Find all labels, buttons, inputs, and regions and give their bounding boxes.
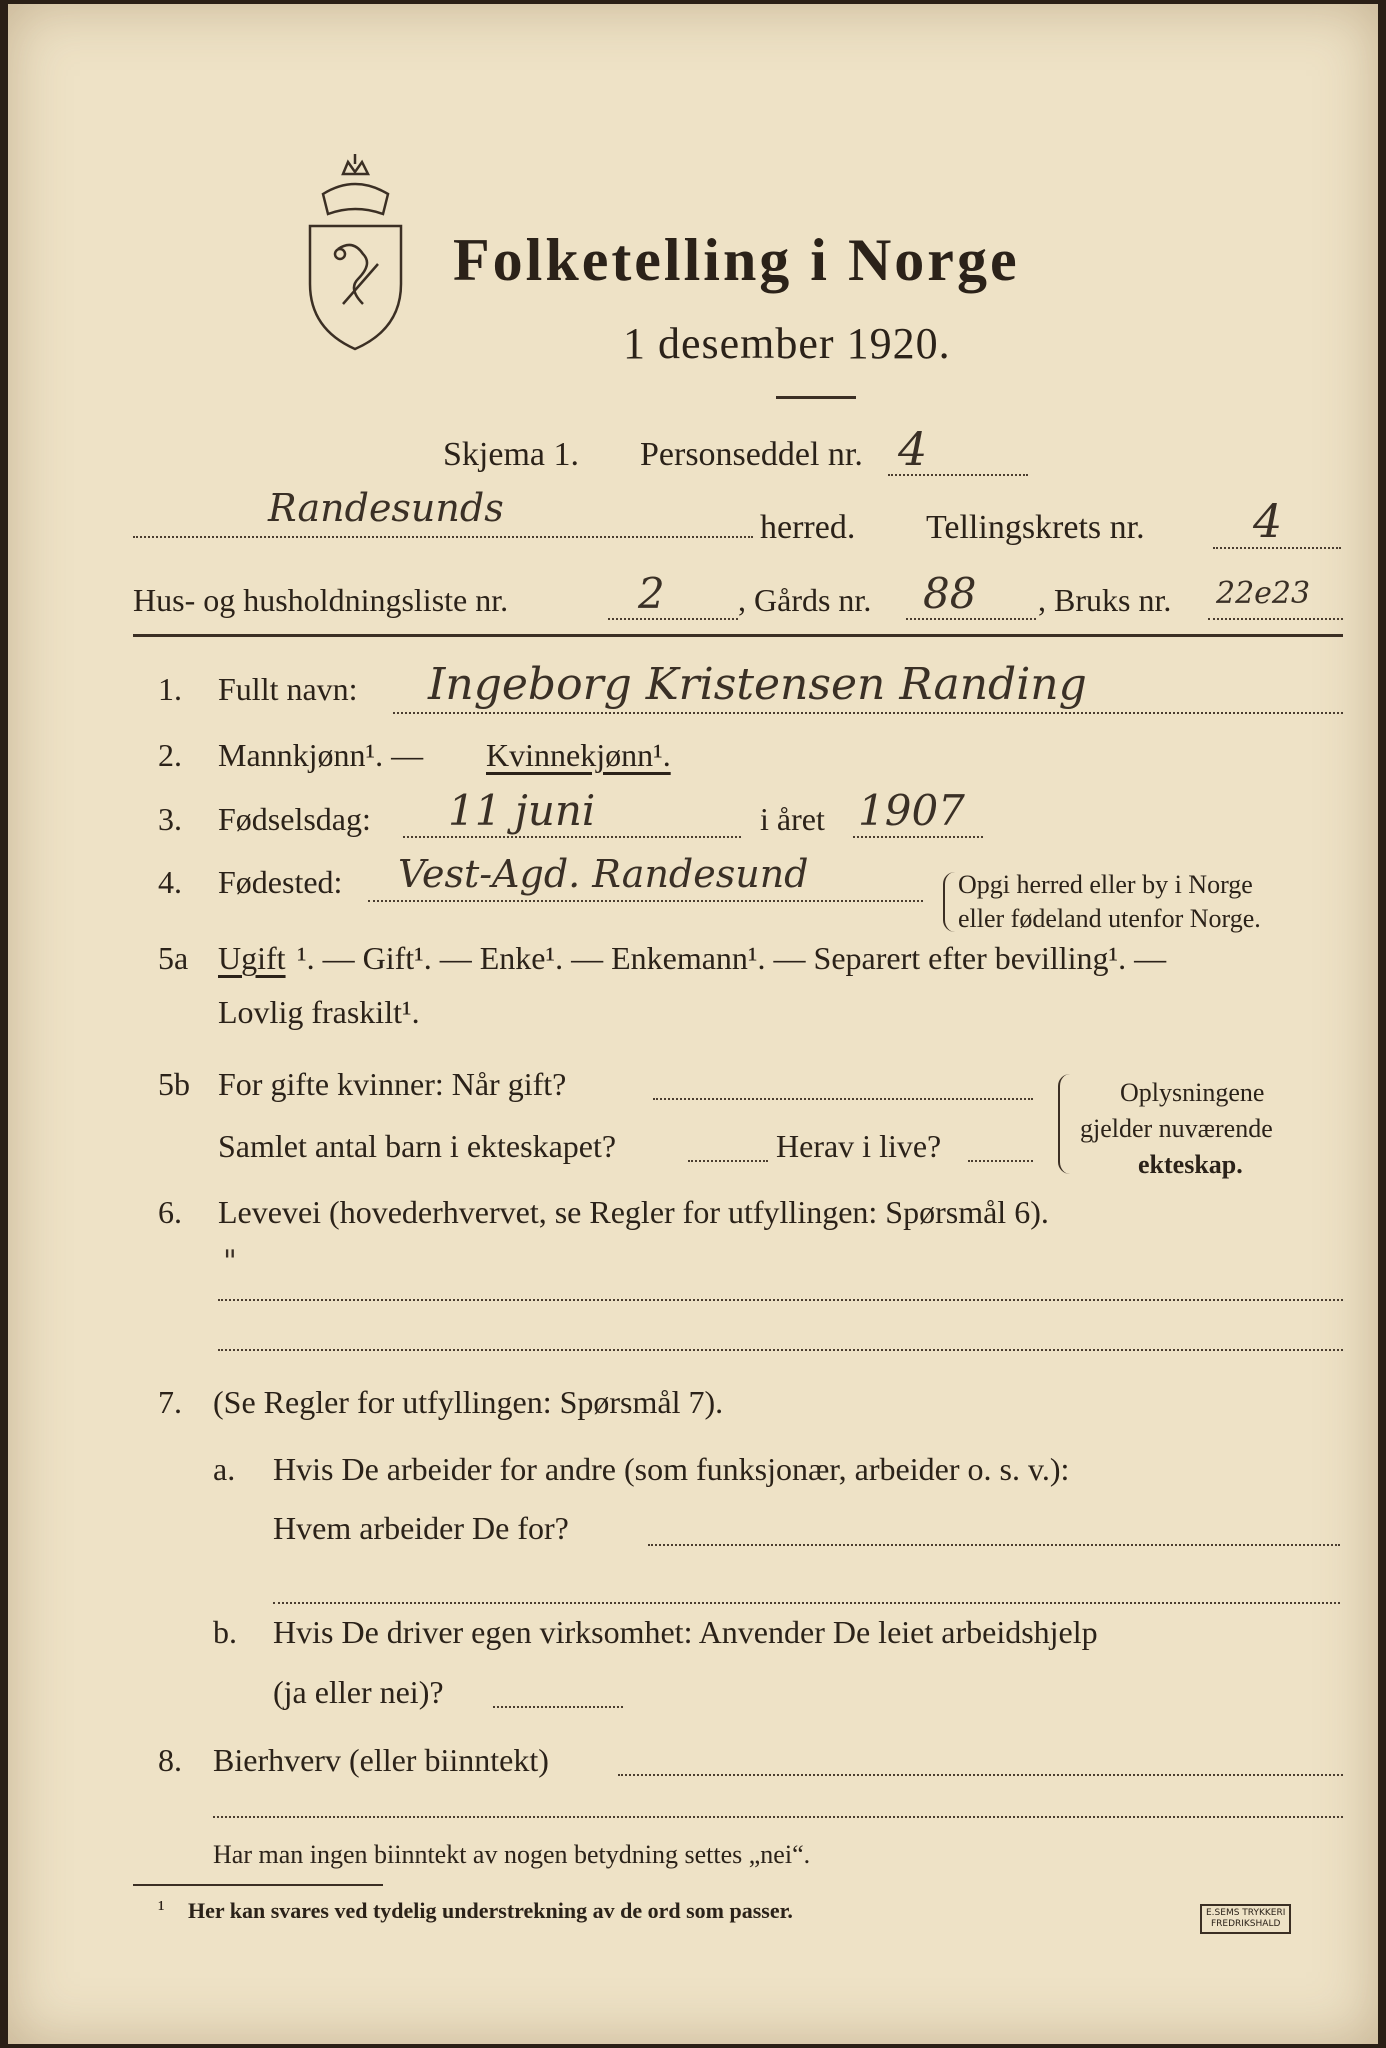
census-date: 1 desember 1920. [623,319,951,368]
q7a-field-line-2 [273,1602,1340,1604]
printer-stamp-line1: E.SEMS TRYKKERI [1206,1908,1286,1918]
q7a-text2: Hvem arbeider De for? [273,1510,569,1546]
q2-number: 2. [158,737,182,773]
bruks-field-line [1208,618,1343,620]
q7a-text: Hvis De arbeider for andre (som funksjonær, arbeider o. s. v.): [273,1451,1070,1487]
q6-field-line-1 [218,1299,1343,1301]
printer-stamp-line2: FREDRIKSHALD [1210,1919,1281,1929]
q6-value[interactable]: " [223,1244,237,1279]
hus-label: Hus- og husholdningsliste nr. [133,582,509,618]
q5a-number: 5a [158,940,189,976]
q5b-number: 5b [158,1066,190,1102]
q3-label: Fødselsdag: [218,801,371,837]
q4-label: Fødested: [218,864,343,900]
q8-note: Har man ingen biinntekt av nogen betydning settes „nei“. [213,1840,811,1869]
q5b-alive-field-line [968,1160,1033,1162]
q7b-field-line [493,1706,623,1708]
q4-value[interactable]: Vest-Agd. Randesund [398,852,809,896]
q5a-options[interactable]: ¹. — Gift¹. — Enke¹. — Enkemann¹. — Separert efter bevilling¹. — [297,940,1167,976]
hus-value[interactable]: 2 [638,569,665,618]
q3-year-field-line [853,836,983,838]
q7b-text: Hvis De driver egen virksomhet: Anvender De leiet arbeidshjelp [273,1614,1098,1650]
tellingskrets-value[interactable]: 4 [1253,494,1283,548]
q8-label: Bierhverv (eller biinntekt) [213,1742,549,1778]
q5b-label2: Samlet antal barn i ekteskapet? [218,1128,617,1164]
q3-field-line [403,836,741,838]
q1-number: 1. [158,671,182,707]
herred-field-line [133,536,753,538]
footnote-text: Her kan svares ved tydelig understrekning av de ord som passer. [188,1898,793,1923]
form-title: Folketelling i Norge [453,227,1020,293]
q5b-note-brace [1058,1074,1074,1174]
bruks-value[interactable]: 22e23 [1216,576,1311,611]
q5b-label1: For gifte kvinner: Når gift? [218,1066,567,1102]
q4-note-brace [943,872,959,932]
q6-number: 6. [158,1194,182,1230]
q1-label: Fullt navn: [218,671,358,707]
q2-kvinne-selected[interactable]: Kvinnekjønn¹. [486,737,671,773]
personseddel-value[interactable]: 4 [898,422,928,476]
q5b-label3: Herav i live? [776,1128,942,1164]
census-form-page [8,4,1378,2044]
herred-label: herred. [760,509,856,546]
q7-number: 7. [158,1384,182,1420]
q5b-children-field-line [688,1160,768,1162]
q7-label: (Se Regler for utfyllingen: Spørsmål 7). [213,1384,724,1420]
footnote-rule [133,1884,383,1886]
title-divider [776,396,856,399]
q8-field-line-1 [618,1774,1343,1776]
header-rule [133,634,1343,637]
q7a-letter: a. [213,1451,236,1487]
printer-stamp [1200,1904,1291,1934]
q3-value[interactable]: 11 juni [448,786,596,835]
gards-field-line [906,618,1036,620]
q4-note-line2: eller fødeland utenfor Norge. [958,904,1261,933]
q4-field-line [368,900,923,902]
q5b-married-field-line [653,1098,1033,1100]
q7b-letter: b. [213,1614,237,1650]
personseddel-label: Personseddel nr. [640,436,863,473]
q5a-line2[interactable]: Lovlig fraskilt¹. [218,994,420,1030]
gards-label: , Gårds nr. [738,582,872,618]
q8-number: 8. [158,1742,182,1778]
footnote-mark: ¹ [158,1896,165,1921]
q6-field-line-2 [218,1349,1343,1351]
q4-note-line1: Opgi herred eller by i Norge [958,870,1253,899]
norway-coat-of-arms-icon [298,154,413,354]
q2-mann[interactable]: Mannkjønn¹. — [218,737,424,773]
q7b-text2: (ja eller nei)? [273,1674,444,1710]
skjema-label: Skjema 1. [443,436,579,473]
q3-year-value[interactable]: 1907 [858,786,965,835]
q5a-ugift-selected[interactable]: Ugift [218,940,286,976]
hus-field-line [608,618,738,620]
q3-number: 3. [158,801,182,837]
q5b-note-line2: gjelder nuværende [1080,1114,1273,1143]
q1-field-line [393,712,1343,714]
q7a-field-line-1 [648,1544,1340,1546]
tellingskrets-label: Tellingskrets nr. [926,509,1145,546]
gards-value[interactable]: 88 [923,569,977,618]
bruks-label: , Bruks nr. [1038,582,1172,618]
q5b-note-line1: Oplysningene [1120,1078,1265,1107]
q4-number: 4. [158,864,182,900]
q1-value[interactable]: Ingeborg Kristensen Randing [428,659,1087,710]
q6-label: Levevei (hovederhvervet, se Regler for utfyllingen: Spørsmål 6). [218,1194,1049,1230]
q5b-note-line3: ekteskap. [1138,1150,1243,1179]
q8-field-line-2 [213,1816,1343,1818]
q3-year-label: i året [760,801,825,837]
herred-value[interactable]: Randesunds [268,486,504,530]
